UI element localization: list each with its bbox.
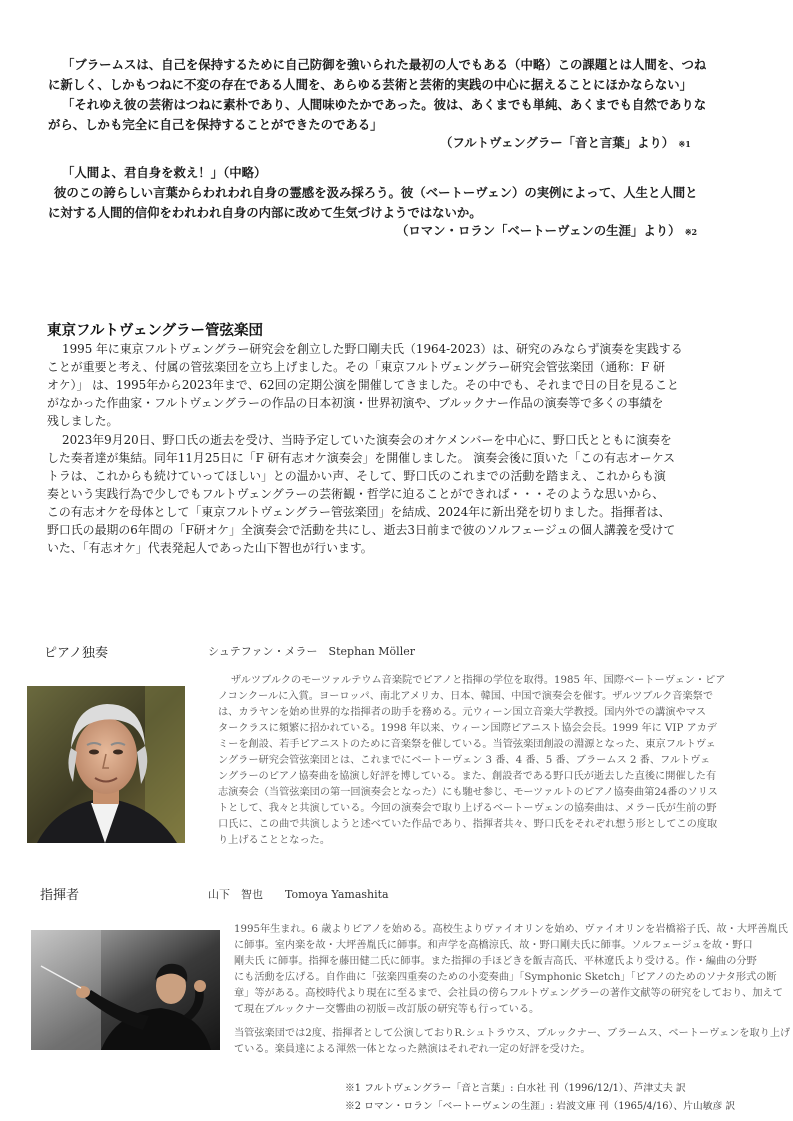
quote-line: 「それゆえ彼の芸術はつねに素朴であり、人間味ゆたかであった。彼は、あくまでも単純、あくまでも自然でありな	[62, 97, 707, 112]
quote-line: がら、しかも完全に自己を保持することができたのである」	[48, 117, 383, 132]
bio-line: ミーを創設、若手ピアニストのために音楽祭を催している。当管弦楽団創設の淵源となった、東京フルトヴェ	[218, 739, 716, 750]
body-line: 2023年9月20日、野口氏の逝去を受け、当時予定していた演奏会のオケメンバーを中心に、野口氏とともに演奏を	[62, 433, 672, 447]
bio-line: に師事。室内楽を故・大坪善胤氏に師事。和声学を高橋涼氏、故・野口剛夫氏に師事。ソルフェージュを故・野口	[234, 940, 753, 951]
bio-line: て現在ブルックナー交響曲の初版＝改訂版の研究等も行っている。	[234, 1004, 540, 1015]
quote-source	[440, 133, 691, 151]
bio-line: 剛夫氏 に師事。指揮を藤田健二氏に師事。また指揮の手ほどきを飯吉高氏、平林遼氏より受ける。作・編曲の分野	[234, 956, 757, 967]
portrait-image	[27, 686, 185, 843]
bio-line: にも活動を広げる。自作曲に「弦楽四重奏のための小変奏曲」「Symphonic Sketch」「ピアノのためのソナタ形式の断	[234, 972, 777, 983]
body-line: トラは、これからも続けていってほしい」との温かい声、そして、野口氏のこれまでの活動を踏まえ、これからも演	[47, 469, 666, 483]
body-line: 奏という実践行為で少しでもフルトヴェングラーの芸術観・哲学に迫ることができれば・・・そのような思いから、	[47, 487, 665, 501]
bio-line: トとして、我々と共演している。今回の演奏会で取り上げるベートーヴェンの協奏曲は、メラー氏が生前の野	[218, 803, 717, 814]
piano-label: ピアノ独奏	[44, 646, 108, 661]
quote-line: 「ブラームスは、自己を保持するために自己防御を強いられた最初の人でもある（中略）この課題とは人間を、つね	[62, 57, 707, 72]
bio-line: ングラーのピアノ協奏曲を協演し好評を博している。また、創設者である野口氏が逝去した直後に開催した有	[218, 771, 717, 782]
body-line: いた、「有志オケ」代表発起人であった山下智也が行います。	[47, 541, 373, 555]
body-line: オケ）」 は、1995年から2023年まで、62回の定期公演を開催してきました。その中でも、それまで日の目を見ること	[47, 378, 679, 392]
footnote: ※1 フルトヴェングラー「音と言葉」: 白水社 刊（1996/12/1）、芦津丈夫 訳	[345, 1083, 686, 1094]
bio-line: 章」等がある。高校時代より現在に至るまで、会社員の傍らフルトヴェングラーの著作文献等の研究をしており、加えて	[234, 988, 783, 999]
bio-line: ている。楽員達による渾然一体となった熱演はそれぞれ一定の好評を受けた。	[234, 1044, 591, 1055]
footnote: ※2 ロマン・ロラン「ベートーヴェンの生涯」: 岩波文庫 刊（1965/4/16）、片山敏彦 訳	[345, 1101, 736, 1112]
quote-source	[396, 221, 697, 239]
bio-line: タークラスに頻繁に招かれている。1998 年以来、ウィーン国際ピアニスト協会会長。1999 年に VIP アカデ	[218, 723, 717, 734]
quote-line: 「人間よ、君自身を救え！」（中略）	[62, 165, 267, 180]
quote-line: に対する人間的信仰をわれわれ自身の内部に改めて生気づけようではないか。	[48, 205, 482, 220]
bio-line: ングラー研究会管弦楽団とは、これまでにベートーヴェン 3 番、4 番、5 番、ブラームス 2 番、フルトヴェ	[218, 755, 711, 766]
quote-line: 彼のこの誇らしい言葉からわれわれ自身の霊感を汲み採ろう。彼（ベートーヴェン）の実例によって、人生と人間と	[54, 185, 698, 200]
quote-source-text: （フルトヴェングラー「音と言葉」より）	[440, 135, 675, 150]
quote-line: に新しく、しかもつねに不変の存在である人間を、あらゆる芸術と芸術的実践の中心に据えることにほかならない」	[48, 77, 693, 92]
bio-line: 口氏に、この曲で共演しようと述べていた作品であり、指揮者共々、野口氏をそれぞれ想う形としてこの度取	[218, 819, 718, 830]
conductor-image	[31, 930, 220, 1050]
bio-line: ザルツブルクのモーツァルテウム音楽院でピアノと指揮の学位を取得。1985 年、国際ベートーヴェン・ピア	[231, 675, 726, 686]
piano-soloist-name: シュテファン・メラー Stephan Möller	[208, 645, 415, 658]
bio-line: 当管弦楽団では2度、指揮者として公演しておりR.シュトラウス、ブルックナー、ブラームス、ベートーヴェンを取り上げ	[234, 1028, 791, 1039]
conductor-photo	[31, 930, 220, 1050]
section-title: 東京フルトヴェングラー管弦楽団	[47, 322, 264, 339]
body-line: この有志オケを母体として「東京フルトヴェングラー管弦楽団」を結成、2024年に新出発を切りました。指揮者は、	[47, 505, 671, 519]
conductor-label: 指揮者	[40, 888, 80, 903]
bio-line: 1995年生まれ。6 歳よりピアノを始める。高校生よりヴァイオリンを始め、ヴァイオリンを岩橋裕子氏、故・大坪善胤氏	[234, 924, 788, 935]
body-line: 1995 年に東京フルトヴェングラー研究会を創立した野口剛夫氏（1964-2023）は、研究のみならず演奏を実践する	[62, 342, 683, 356]
bio-line: り上げることとなった。	[218, 835, 331, 846]
conductor-name: 山下 智也 Tomoya Yamashita	[208, 888, 389, 901]
footnote-mark: ※2	[684, 227, 698, 237]
footnote-mark: ※1	[678, 139, 691, 149]
body-line: がなかった作曲家・フルトヴェングラーの作品の日本初演・世界初演や、ブルックナー作品の演奏等で多くの事績を	[47, 396, 664, 410]
bio-line: ノコンクールに入賞。ヨーロッパ、南北アメリカ、日本、韓国、中国で演奏会を催す。ザルツブルク音楽祭で	[218, 691, 714, 702]
quote-source-text: （ロマン・ロラン「ベートーヴェンの生涯」より）	[396, 223, 681, 238]
body-line: 野口氏の最期の6年間の「F研オケ」全演奏会で活動を共にし、逝去3日前まで彼のソルフェージュの個人講義を受けて	[47, 523, 676, 537]
body-line: 残しました。	[47, 414, 119, 428]
bio-line: は、カラヤンを始め世界的な指揮者の助手を務める。元ウィーン国立音楽大学教授。国内外での講演やマス	[218, 707, 707, 718]
bio-line: 志演奏会（当管弦楽団の第一回演奏会となった）にも馳せ参じ、モーツァルトのピアノ協奏曲第24番のソリス	[218, 787, 718, 798]
body-line: ことが重要と考え、付属の管弦楽団を立ち上げました。その「東京フルトヴェングラー研究会管弦楽団（通称：F 研	[47, 360, 665, 374]
piano-soloist-photo	[27, 686, 185, 843]
body-line: した奏者達が集結。同年11月25日に「F 研有志オケ演奏会」を開催しました。 演奏会後に頂いた「この有志オーケス	[47, 451, 675, 465]
